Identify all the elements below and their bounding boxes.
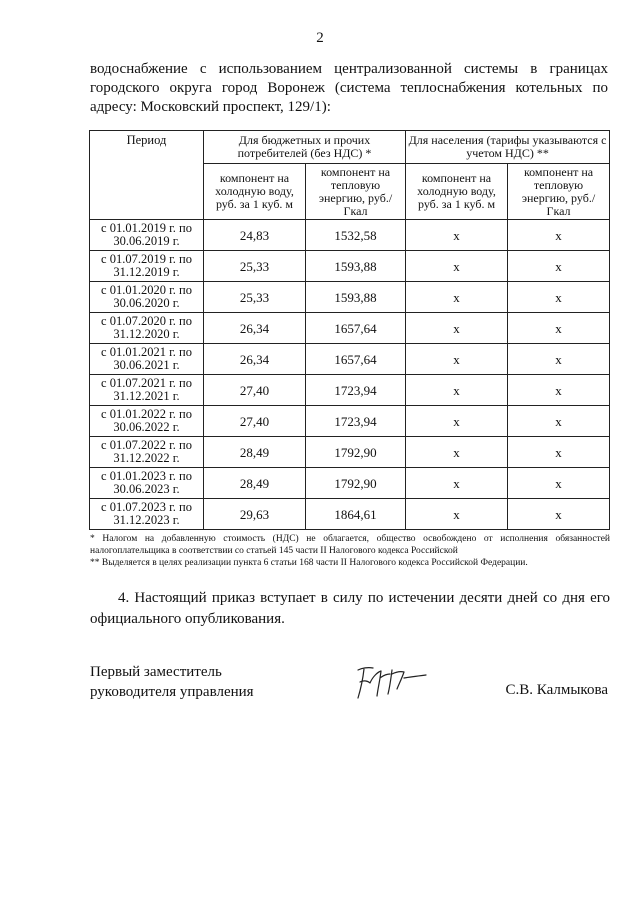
population-water-cell: х: [406, 375, 508, 406]
clause-4-paragraph: 4. Настоящий приказ вступает в силу по истечении десяти дней со дня его официального опубликования.: [90, 590, 610, 627]
footnote-vat-included: ** Выделяется в целях реализации пункта 6 статьи 168 части II Налогового кодекса Российской Федерации.: [90, 558, 528, 568]
water-cell: 25,33: [204, 282, 306, 313]
period-cell: с 01.01.2023 г. по 30.06.2023 г.: [90, 468, 204, 499]
period-cell: с 01.07.2022 г. по 31.12.2022 г.: [90, 437, 204, 468]
population-heat-cell: х: [508, 313, 610, 344]
table-row: [90, 406, 610, 437]
heat-cell: 1723,94: [306, 406, 406, 437]
period-cell: с 01.07.2020 г. по 31.12.2020 г.: [90, 313, 204, 344]
table-row: [90, 437, 610, 468]
table-row: [90, 344, 610, 375]
header-period: Период: [90, 131, 204, 220]
header-group-budget: Для бюджетных и прочих потребителей (без НДС) *: [204, 131, 406, 164]
table-row: [90, 499, 610, 530]
population-water-cell: х: [406, 468, 508, 499]
period-cell: с 01.07.2021 г. по 31.12.2021 г.: [90, 375, 204, 406]
water-cell: 26,34: [204, 344, 306, 375]
population-heat-cell: х: [508, 406, 610, 437]
heat-cell: 1723,94: [306, 375, 406, 406]
population-heat-cell: х: [508, 220, 610, 251]
population-water-cell: х: [406, 282, 508, 313]
tariff-table: [89, 130, 610, 530]
water-cell: 27,40: [204, 375, 306, 406]
water-cell: 24,83: [204, 220, 306, 251]
signer-title: [90, 662, 254, 702]
heat-cell: 1657,64: [306, 313, 406, 344]
population-water-cell: х: [406, 437, 508, 468]
heat-cell: 1864,61: [306, 499, 406, 530]
population-heat-cell: х: [508, 251, 610, 282]
header-heat-budget: компонент на тепловую энергию, руб./Гкал: [306, 164, 406, 220]
water-cell: 29,63: [204, 499, 306, 530]
water-cell: 28,49: [204, 437, 306, 468]
heat-cell: 1792,90: [306, 468, 406, 499]
signer-title-line-2: руководителя управления: [90, 684, 254, 700]
water-cell: 28,49: [204, 468, 306, 499]
water-cell: 27,40: [204, 406, 306, 437]
population-water-cell: х: [406, 251, 508, 282]
population-water-cell: х: [406, 344, 508, 375]
page-number: 2: [316, 30, 324, 46]
heat-cell: 1657,64: [306, 344, 406, 375]
table-row: [90, 251, 610, 282]
handwritten-signature: [348, 658, 430, 704]
population-water-cell: х: [406, 313, 508, 344]
period-cell: с 01.07.2019 г. по 31.12.2019 г.: [90, 251, 204, 282]
water-cell: 25,33: [204, 251, 306, 282]
footnotes: [90, 533, 610, 569]
population-heat-cell: х: [508, 468, 610, 499]
population-water-cell: х: [406, 499, 508, 530]
heat-cell: 1593,88: [306, 282, 406, 313]
period-cell: с 01.07.2023 г. по 31.12.2023 г.: [90, 499, 204, 530]
table-row: [90, 313, 610, 344]
water-cell: 26,34: [204, 313, 306, 344]
population-heat-cell: х: [508, 499, 610, 530]
population-heat-cell: х: [508, 282, 610, 313]
population-water-cell: х: [406, 406, 508, 437]
header-water-budget: компонент на холодную воду, руб. за 1 куб. м: [204, 164, 306, 220]
population-heat-cell: х: [508, 437, 610, 468]
table-row: [90, 220, 610, 251]
table-row: [90, 468, 610, 499]
header-water-population: компонент на холодную воду, руб. за 1 куб. м: [406, 164, 508, 220]
heat-cell: 1792,90: [306, 437, 406, 468]
header-heat-population: компонент на тепловую энергию, руб./Гкал: [508, 164, 610, 220]
period-cell: с 01.01.2020 г. по 30.06.2020 г.: [90, 282, 204, 313]
period-cell: с 01.01.2021 г. по 30.06.2021 г.: [90, 344, 204, 375]
table-row: [90, 375, 610, 406]
population-water-cell: х: [406, 220, 508, 251]
population-heat-cell: х: [508, 344, 610, 375]
period-cell: с 01.01.2019 г. по 30.06.2019 г.: [90, 220, 204, 251]
intro-paragraph: водоснабжение с использованием централизованной системы в границах городского округа город Воронеж (система теплоснабжения котельных по адресу: Московский проспект, 129/1):: [90, 61, 608, 115]
population-heat-cell: х: [508, 375, 610, 406]
signer-name: С.В. Калмыкова: [505, 682, 608, 698]
footnote-vat-exempt: * Налогом на добавленную стоимость (НДС) не облагается, общество освобождено от исполнения обязанностей налогоплательщика в соответствии со статьей 145 части II Налогового кодекса Российской: [90, 534, 610, 556]
table-row: [90, 282, 610, 313]
signer-title-line-1: Первый заместитель: [90, 664, 222, 680]
heat-cell: 1532,58: [306, 220, 406, 251]
heat-cell: 1593,88: [306, 251, 406, 282]
period-cell: с 01.01.2022 г. по 30.06.2022 г.: [90, 406, 204, 437]
header-group-population: Для населения (тарифы указываются с учетом НДС) **: [406, 131, 610, 164]
